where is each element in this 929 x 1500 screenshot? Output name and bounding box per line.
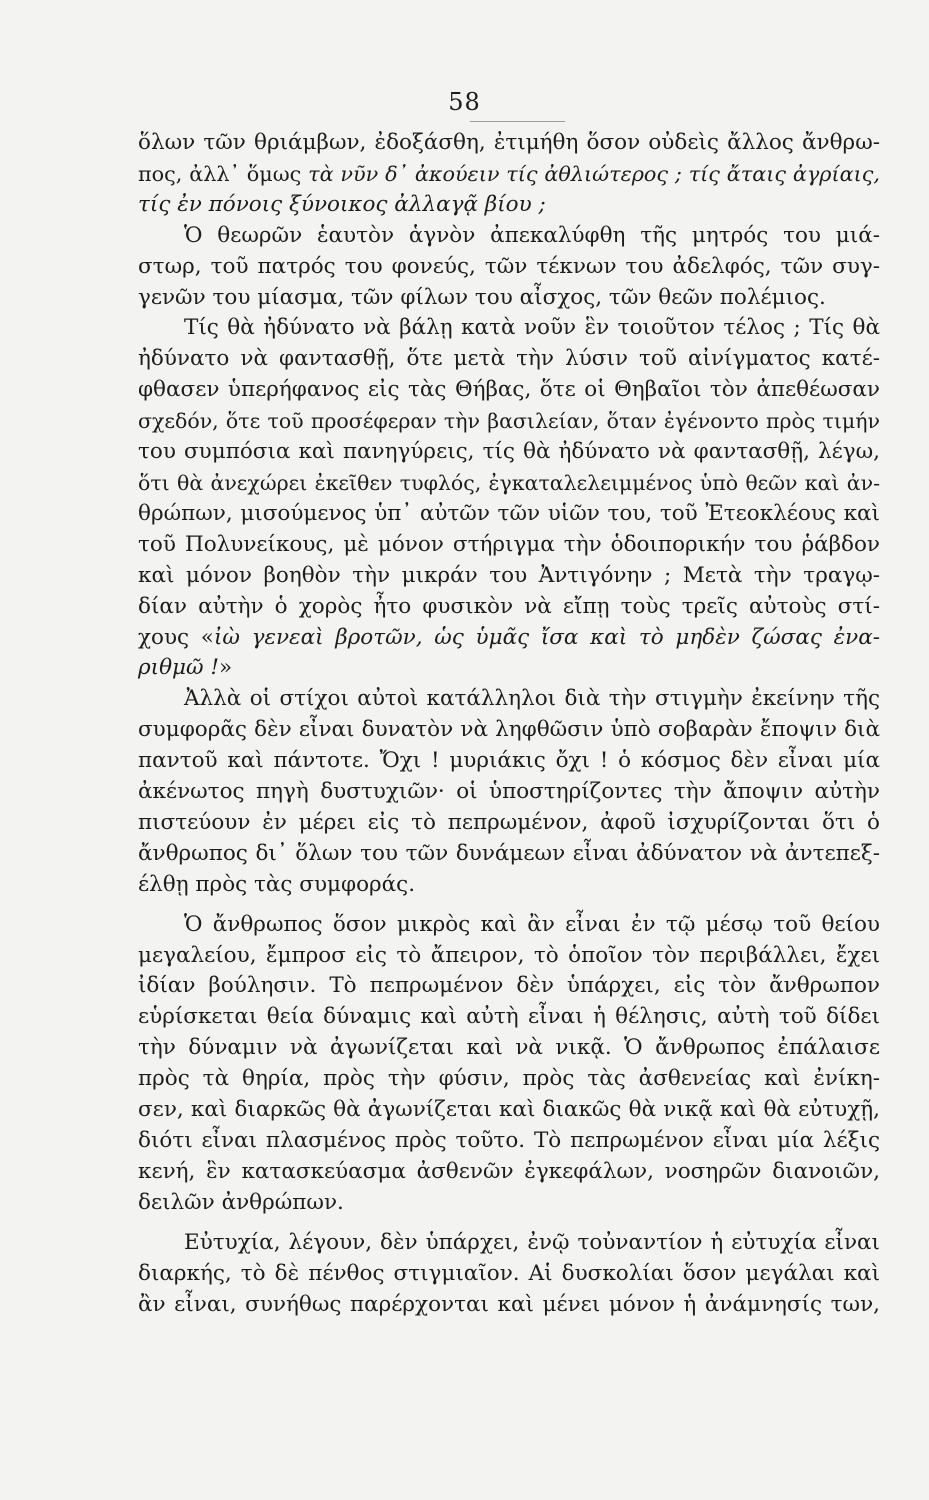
text-line: ὅλων τῶν θριάμβων, ἐδοξάσθη, ἐτιμήθη ὅσον οὐδεὶς ἄλλος ἄνθρω- (138, 130, 880, 155)
text-line: έλθῃ πρὸς τὰς συμφοράς. (138, 871, 416, 897)
text-line: ἂν εἶναι, συνήθως παρέρχονται καὶ μένει μόνον ἡ ἀνάμνησίς των, (138, 1291, 880, 1317)
text-line: πιστεύουν ἐν μέρει εἰς τὸ πεπρωμένον, ἀφοῦ ἰσχυρίζονται ὅτι ὁ (138, 809, 880, 835)
text-line: σεν, καὶ διαρκῶς θὰ ἀγωνίζεται καὶ διακῶς θὰ νικᾷ καὶ θὰ εὐτυχῇ, (138, 1097, 880, 1123)
text-line: δειλῶν ἀνθρώπων. (138, 1189, 344, 1215)
text-line: παντοῦ καὶ πάντοτε. Ὄχι ! μυριάκις ὄχι ! ὁ κόσμος δὲν εἶναι μία (138, 748, 880, 774)
text-line: διαρκής, τὸ δὲ πένθος στιγμιαῖον. Αἱ δυσκολίαι ὅσον μεγάλαι καὶ (138, 1260, 880, 1286)
text-line: τὴν δύναμιν νὰ ἀγωνίζεται καὶ νὰ νικᾷ. Ὁ ἄνθρωπος ἐπάλαισε (138, 1035, 880, 1061)
text-line: μεγαλείου, ἔμπροσ εἰς τὸ ἄπειρον, τὸ ὁποῖον τὸν περιβάλλει, ἔχει (138, 942, 880, 968)
text-line: ριθμῶ !» (138, 655, 233, 681)
text-line: καὶ μόνον βοηθὸν τὴν μικράν του Ἀντιγόνην ; Μετὰ τὴν τραγῳ- (138, 562, 880, 588)
text-line: συμφορᾶς δὲν εἶναι δυνατὸν νὰ ληφθῶσιν ὑπὸ σοβαρὰν ἔποψιν διὰ (138, 717, 880, 743)
text-line: Τίς θὰ ἠδύνατο νὰ βάλῃ κατὰ νοῦν ἓν τοιοῦτον τέλος ; Τίς θὰ (184, 315, 880, 341)
page-number: 58 (448, 88, 481, 116)
text-line: φθασεν ὑπερήφανος εἰς τὰς Θήβας, ὅτε οἱ Θηβαῖοι τὸν ἀπεθέωσαν (138, 377, 880, 403)
text-line: ἀκένωτος πηγὴ δυστυχιῶν· οἱ ὑποστηρίζοντες τὴν ἄποψιν αὐτὴν (138, 779, 880, 805)
text-line: ὅτι θὰ ἀνεχώρει ἐκεῖθεν τυφλός, ἐγκαταλελειμμένος ὑπὸ θεῶν καὶ ἀν- (138, 470, 880, 495)
text-line: εὑρίσκεται θεία δύναμις καὶ αὐτὴ εἶναι ἡ θέλησις, αὐτὴ τοῦ δίδει (138, 1004, 880, 1030)
text-line: Εὐτυχία, λέγουν, δὲν ὑπάρχει, ἐνῷ τοὐναντίον ἡ εὐτυχία εἶναι (184, 1229, 880, 1255)
text-line: σχεδόν, ὅτε τοῦ προσέφεραν τὴν βασιλείαν, ὅταν ἐγένοντο πρὸς τιμήν (138, 409, 880, 434)
text-line: του συμπόσια καὶ πανηγύρεις, τίς θὰ ἠδύνατο νὰ φαντασθῇ, λέγω, (138, 439, 880, 465)
text-line: Ἀλλὰ οἱ στίχοι αὐτοὶ κατάλληλοι διὰ τὴν στιγμὴν ἐκείνην τῆς (184, 686, 880, 712)
text-line: ἰδίαν βούλησιν. Τὸ πεπρωμένον δὲν ὑπάρχει, εἰς τὸν ἄνθρωπον (138, 973, 880, 999)
text-line: τοῦ Πολυνείκους, μὲ μόνον στήριγμα τὴν ὁδοιπορικήν του ῥάβδον (138, 531, 880, 557)
text-line: διότι εἶναι πλασμένος πρὸς τοῦτο. Τὸ πεπρωμένον εἶναι μία λέξις (138, 1128, 880, 1153)
text-line: θρώπων, μισούμενος ὑπ᾽ αὐτῶν τῶν υἱῶν του, τοῦ Ἐτεοκλέους καὶ (138, 500, 880, 526)
text-line: στωρ, τοῦ πατρός του φονεύς, τῶν τέκνων του ἀδελφός, τῶν συγ- (138, 253, 880, 279)
text-line: γενῶν του μίασμα, τῶν φίλων του αἶσχος, τῶν θεῶν πολέμιος. (138, 284, 826, 310)
body-text (138, 128, 880, 1320)
page-number-rule (470, 121, 565, 122)
text-line: πος, ἀλλ᾽ ὅμως τὰ νῦν δ᾽ ἀκούειν τίς ἀθλιώτερος ; τίς ἄταις ἀγρίαις, (138, 161, 880, 186)
text-line: πρὸς τὰ θηρία, πρὸς τὴν φύσιν, πρὸς τὰς ἀσθενείας καὶ ἐνίκη- (138, 1066, 880, 1092)
text-line: κενή, ἓν κατασκεύασμα ἀσθενῶν ἐγκεφάλων, νοσηρῶν διανοιῶν, (138, 1158, 880, 1184)
text-line: τίς ἐν πόνοις ξύνοικος ἀλλαγᾷ βίου ; (138, 191, 546, 217)
text-line: Ὁ θεωρῶν ἑαυτὸν ἁγνὸν ἀπεκαλύφθη τῆς μητρός του μιά- (184, 222, 880, 248)
text-line: Ὁ ἄνθρωπος ὅσον μικρὸς καὶ ἂν εἶναι ἐν τῷ μέσῳ τοῦ θείου (184, 911, 880, 937)
text-line: ἄνθρωπος δι᾽ ὅλων του τῶν δυνάμεων εἶναι ἀδύνατον νὰ ἀντεπεξ- (138, 840, 880, 866)
text-line: ἠδύνατο νὰ φαντασθῇ, ὅτε μετὰ τὴν λύσιν τοῦ αἰνίγματος κατέ- (138, 346, 880, 372)
text-line: δίαν αὐτὴν ὁ χορὸς ἦτο φυσικὸν νὰ εἴπῃ τοὺς τρεῖς αὐτοὺς στί- (138, 593, 880, 619)
text-line: χους «ἰὼ γενεαὶ βροτῶν, ὡς ὑμᾶς ἴσα καὶ τὸ μηδὲν ζώσας ἐνα- (138, 624, 880, 650)
